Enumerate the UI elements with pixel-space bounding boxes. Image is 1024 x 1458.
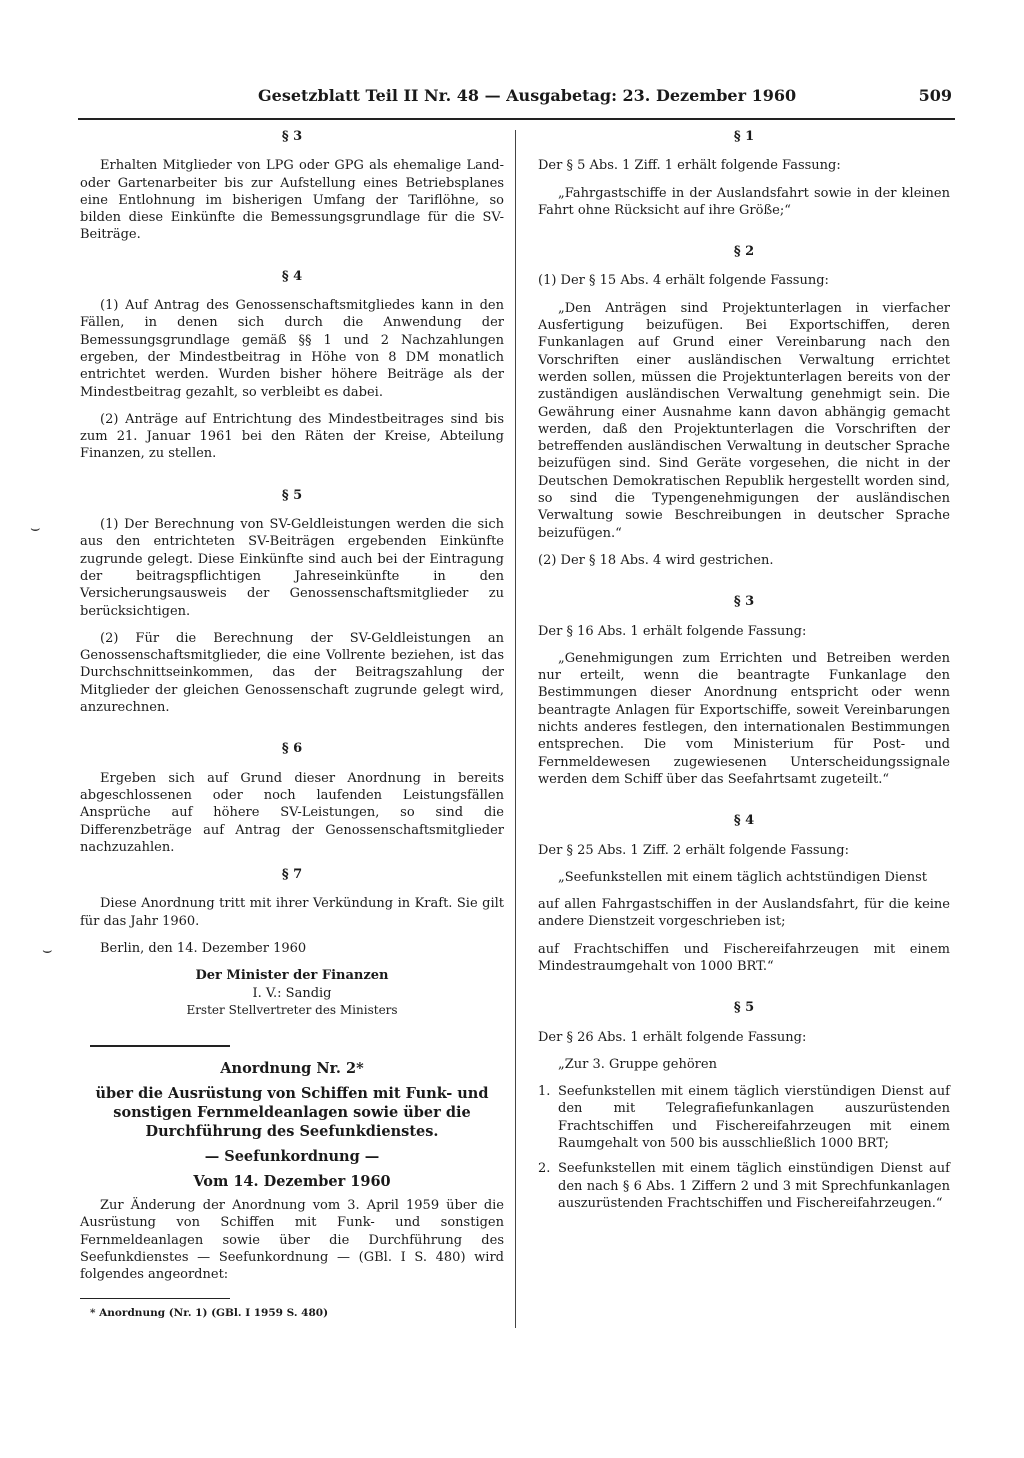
quoted-text: „Den Anträgen sind Projektunterlagen in vierfacher Ausfertigung beizufügen. Bei Exportschiffen, deren Funkanlagen auf Grund einer Vereinbarung nach den Vorschriften einer ausländischen Verwaltung errichtet werden sollen, müssen die Projektunterlagen bereits von der zuständigen ausländischen Verwaltung genehmigt sein. Die Gewährung einer Ausnahme kann davon abhängig gemacht werden, daß den Projektunterlagen die Vorschriften der betreffenden ausländischen Verwaltung in deutscher Sprache beizufügen sind. Sind Geräte vorgesehen, die nicht in der Deutschen Demokratischen Republik hergestellt worden sind, so sind die Typengenehmigungen der ausländischen Verwaltung sowie Beschreibungen in deutscher Sprache beizufügen.“: [538, 300, 950, 541]
section-heading: § 7: [281, 867, 303, 883]
list-item: [538, 1083, 950, 1152]
paragraph: Der § 26 Abs. 1 erhält folgende Fassung:: [538, 1029, 807, 1045]
signature-name: I. V.: Sandig: [252, 985, 332, 1001]
right-column: [538, 128, 950, 1220]
ordinance-number: Anordnung Nr. 2*: [220, 1060, 364, 1078]
header-rule: [78, 118, 955, 120]
section-separator: [90, 1045, 230, 1047]
section-heading: § 5: [733, 1000, 755, 1016]
paragraph: Der § 16 Abs. 1 erhält folgende Fassung:: [538, 623, 807, 639]
signature-ministry: Der Minister der Finanzen: [195, 968, 389, 984]
paragraph: Diese Anordnung tritt mit ihrer Verkündung in Kraft. Sie gilt für das Jahr 1960.: [80, 896, 504, 929]
signature-block: [80, 967, 504, 1019]
column-divider: [515, 130, 516, 1328]
signature-role: Erster Stellvertreter des Ministers: [186, 1002, 398, 1017]
footnote-rule: [80, 1298, 230, 1299]
paragraph: Der § 5 Abs. 1 Ziff. 1 erhält folgende Fassung:: [538, 158, 841, 174]
page-number: 509: [918, 86, 952, 105]
quoted-text: „Genehmigungen zum Errichten und Betreiben werden nur erteilt, wenn die beantragte Funkanlage den Bestimmungen dieser Anordnung entspricht oder wenn beantragte Anlagen für Exportschiffe, soweit Vereinbarungen nichts anderes festlegen, den internationalen Bestimmungen entsprechen. Die vom Ministerium für Post- und Fernmeldewesen zugewiesenen Unterscheidungssignale werden dem Schiff über das Seefahrtsamt zugeteilt.“: [538, 650, 950, 787]
paragraph: (1) Auf Antrag des Genossenschaftsmitgliedes kann in den Fällen, in denen sich durch die Anwendung der Bemessungsgrundlage gemäß §§ 1 und 2 Nachzahlungen ergeben, der Mindestbeitrag in Höhe von 8 DM monatlich entrichtet werden. Wurden bisher höhere Beiträge als der Mindestbeitrag gezahlt, so verbleibt es dabei.: [80, 298, 504, 400]
ordinance-short-title: — Seefunkordnung —: [204, 1148, 380, 1166]
quoted-text: „Seefunkstellen mit einem täglich achtstündigen Dienst: [558, 869, 927, 885]
list-item-text: Seefunkstellen mit einem täglich vierstündigen Dienst auf den mit Telegrafiefunkanlagen auszurüstenden Frachtschiffen und Fischereifahrzeugen mit einem Raumgehalt von 500 bis ausschließlich 1000 BRT;: [558, 1084, 950, 1152]
section-heading: § 3: [281, 129, 303, 144]
list-item-text: Seefunkstellen mit einem täglich einstündigen Dienst auf den nach § 6 Abs. 1 Ziffern 2 und 3 mit Sprechfunkanlagen auszurüstenden Frachtschiffen und Fischereifahrzeugen.“: [558, 1161, 950, 1211]
footnote: * Anordnung (Nr. 1) (GBl. I 1959 S. 480): [90, 1306, 329, 1319]
paragraph: (2) Für die Berechnung der SV-Geldleistungen an Genossenschaftsmitglieder, die eine Vollrente beziehen, ist das Durchschnittseinkommen, das der Beitragszahlung der Mitglieder der gleichen Genossenschaft zugrunde gelegt wird, anzurechnen.: [80, 630, 504, 716]
list-item-number: 1.: [538, 1084, 551, 1100]
section-heading: § 1: [733, 129, 755, 144]
page-header: [78, 86, 952, 112]
section-heading: § 3: [733, 594, 755, 610]
list-item: [538, 1160, 950, 1212]
section-heading: § 4: [281, 268, 303, 284]
section-heading: § 2: [733, 244, 755, 260]
paragraph: (2) Anträge auf Entrichtung des Mindestbeitrages sind bis zum 21. Januar 1961 bei den Räten der Kreise, Abteilung Finanzen, zu stellen.: [80, 411, 504, 462]
section-heading: § 5: [281, 487, 303, 503]
list-item-number: 2.: [538, 1161, 551, 1177]
ordinance-date: Vom 14. Dezember 1960: [193, 1173, 391, 1191]
ordinance-intro: Zur Änderung der Anordnung vom 3. April 1959 über die Ausrüstung von Schiffen mit Funk- und sonstigen Fernmeldeanlagen sowie über die Durchführung des Seefunkdienstes — Seefunkordnung — (GBl. I S. 480) wird folgendes angeordnet:: [80, 1198, 504, 1283]
quoted-text: „Zur 3. Gruppe gehören: [558, 1056, 717, 1072]
ordinance-title: über die Ausrüstung von Schiffen mit Funk- und sonstigen Fernmeldeanlagen sowie über die Durchführung des Seefunkdienstes.: [95, 1085, 489, 1141]
quoted-text: „Fahrgastschiffe in der Auslandsfahrt sowie in der kleinen Fahrt ohne Rücksicht auf ihre Größe;“: [538, 185, 950, 218]
paragraph: Der § 25 Abs. 1 Ziff. 2 erhält folgende Fassung:: [538, 842, 850, 858]
section-heading: § 4: [733, 813, 755, 829]
margin-mark: ⌣: [30, 518, 41, 537]
paragraph: auf Frachtschiffen und Fischereifahrzeugen mit einem Mindestraumgehalt von 1000 BRT.“: [538, 941, 950, 974]
left-column: [80, 128, 504, 1322]
section-heading: § 6: [281, 741, 303, 757]
margin-mark: ⌣: [42, 940, 53, 959]
place-date: Berlin, den 14. Dezember 1960: [100, 940, 307, 956]
header-title: Gesetzblatt Teil II Nr. 48 — Ausgabetag: 23. Dezember 1960: [258, 86, 797, 105]
paragraph: (1) Der Berechnung von SV-Geldleistungen werden die sich aus den entrichteten SV-Beiträgen ergebenden Einkünfte zugrunde gelegt. Diese Einkünfte sind auch bei der Eintragung der beitragspflichtigen Jahreseinkünfte in den Versicherungsausweis der Genossenschaftsmitglieder zu berücksichtigen.: [80, 517, 504, 619]
paragraph: Ergeben sich auf Grund dieser Anordnung in bereits abgeschlossenen oder noch laufenden Leistungsfällen Ansprüche auf höhere SV-Leistungen, so sind die Differenzbeträge auf Antrag der Genossenschaftsmitglieder nachzuzahlen.: [80, 770, 504, 855]
paragraph: Erhalten Mitglieder von LPG oder GPG als ehemalige Land- oder Gartenarbeiter bis zur Aufstellung eines Betriebsplanes eine Entlohnung im bisherigen Umfang der Tariflöhne, so bilden diese Einkünfte die Bemessungsgrundlage für die SV-Beiträge.: [80, 158, 504, 243]
paragraph: (1) Der § 15 Abs. 4 erhält folgende Fassung:: [538, 273, 829, 289]
paragraph: auf allen Fahrgastschiffen in der Auslandsfahrt, für die keine andere Dienstzeit vorgeschrieben ist;: [538, 897, 950, 930]
paragraph: (2) Der § 18 Abs. 4 wird gestrichen.: [538, 552, 774, 568]
